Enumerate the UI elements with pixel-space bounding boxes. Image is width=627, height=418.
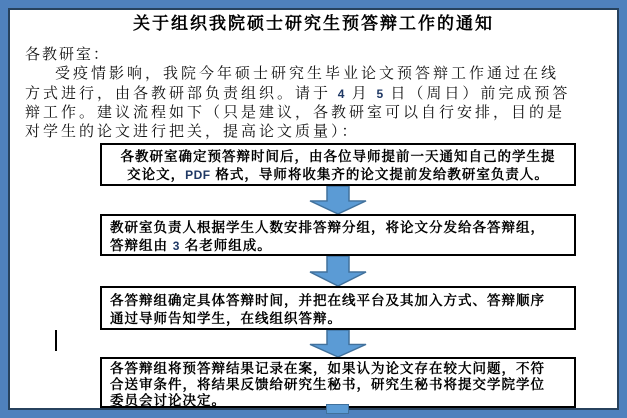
flow-step-4-line-1: 各答辩组将预答辩结果记录在案，如果认为论文存在较大问题，不符 — [110, 361, 545, 376]
flow-step-3-line-1: 各答辩组确定具体答辩时间，并把在线平台及其加入方式、答辩顺序 — [110, 293, 545, 308]
flow-step-1-line-2-pre: 交论文， — [127, 167, 186, 182]
flow-step-4-line-2: 合送审条件，将结果反馈给研究生秘书，研究生秘书将提交学院学位 — [110, 377, 545, 392]
flow-step-3-line-2: 通过导师告知学生，在线组织答辩。 — [110, 311, 342, 326]
flow-step-1-line-1: 各教研室确定预答辩时间后，由各位导师提前一天通知自己的学生提 — [120, 149, 556, 164]
down-arrow-stub-icon[interactable] — [326, 404, 349, 414]
flow-step-2-box[interactable] — [100, 214, 576, 256]
salutation-line: 各教研室： — [25, 47, 111, 63]
pdf-format-label: PDF — [185, 168, 211, 182]
group-size-number: 3 — [172, 239, 180, 253]
body-paragraph-line-4: 对学生的论文进行把关，提高论文质量）： — [25, 124, 360, 140]
body-paragraph-line-1: 受疫情影响，我院今年硕士研究生毕业论文预答辩工作通过在线 — [55, 66, 560, 82]
flow-step-2-line-2-post: 名老师组成。 — [179, 238, 272, 253]
body-line2-text: 方式进行，由各教研部负责组织。请于 — [25, 86, 338, 102]
flow-step-4-line-3: 委员会讨论决定。 — [110, 393, 226, 408]
flow-step-2-line-1: 教研室负责人根据学生人数安排答辩分组，将论文分发给各答辩组， — [110, 220, 545, 235]
date-number-month: 4 — [337, 87, 345, 101]
flow-step-1-line-2 — [102, 166, 574, 184]
date-number-day: 5 — [376, 87, 384, 101]
down-arrow-icon-2[interactable] — [309, 256, 367, 286]
page-title: 关于组织我院硕士研究生预答辩工作的通知 — [133, 14, 494, 33]
flow-step-2-line-2-pre: 答辩组由 — [110, 238, 173, 253]
flow-step-1-box[interactable] — [100, 143, 576, 186]
down-arrow-icon-1[interactable] — [309, 186, 367, 214]
body-line2-mid: 月 — [344, 86, 377, 102]
flow-step-1-line-2-post: 格式，导师将收集齐的论文提前发给教研室负责人。 — [210, 167, 549, 182]
text-cursor — [55, 330, 57, 351]
flow-step-2-line-2 — [110, 237, 570, 255]
body-line2-end: 日（周日）前完成预答 — [383, 86, 571, 102]
body-paragraph-line-3: 辩工作。建议流程如下（只是建议，各教研室可以自行安排，目的是 — [25, 105, 566, 121]
flow-step-4-box[interactable] — [100, 357, 576, 408]
body-paragraph-line-2 — [25, 82, 585, 103]
down-arrow-icon-3[interactable] — [309, 330, 367, 357]
flow-step-3-box[interactable] — [100, 286, 576, 330]
